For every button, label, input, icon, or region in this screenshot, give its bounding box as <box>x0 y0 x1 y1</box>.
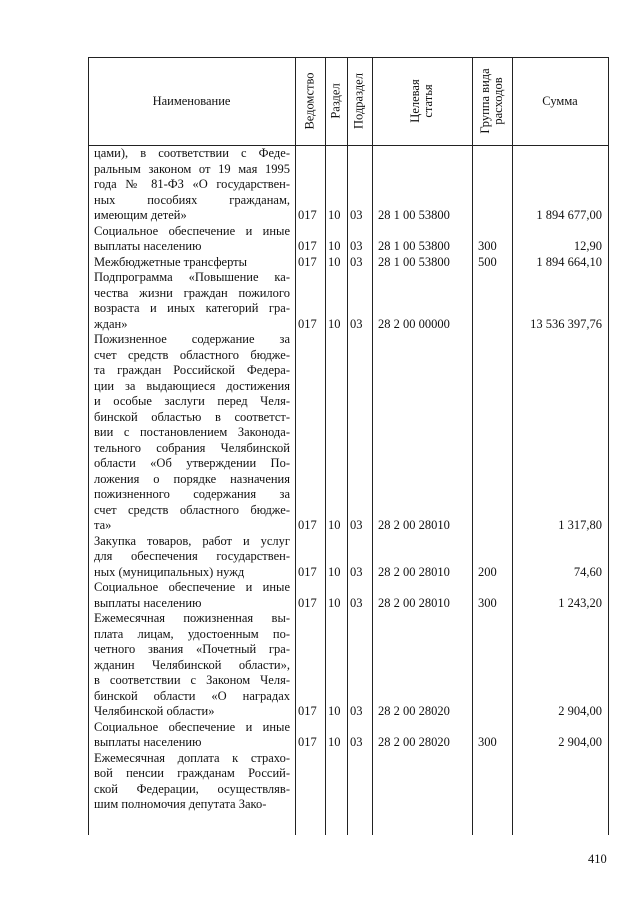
row-name-line: ской Федерации, осуществляв- <box>94 781 290 796</box>
row-summa: 2 904,00 <box>558 735 602 749</box>
row-name-line: ных (муниципальных) нужд <box>94 564 245 579</box>
header-razdel: Раздел <box>328 83 343 119</box>
row-name <box>94 332 290 534</box>
row-name-line: области «Об утверждении По- <box>94 456 290 470</box>
header-celevaya: Целевая статья <box>408 79 435 123</box>
row-ved: 017 <box>298 564 317 579</box>
row-name-line: вой пенсии гражданам Россий- <box>94 766 290 780</box>
row-name-line: ждан» <box>94 316 128 331</box>
row-razdel: 10 <box>328 254 341 269</box>
row-name-line: Челябинской области» <box>94 704 215 718</box>
row-celevaya: 28 2 00 28020 <box>378 735 450 749</box>
page-number: 410 <box>588 852 607 866</box>
row-gruppa: 200 <box>478 564 497 579</box>
row-ved: 017 <box>298 239 317 253</box>
row-name-line: Межбюджетные трансферты <box>94 254 248 269</box>
row-name-line: Социальное обеспечение и иные <box>94 223 290 238</box>
header-ved: Ведомство <box>302 72 317 130</box>
row-razdel: 10 <box>328 704 341 718</box>
row-summa: 2 904,00 <box>558 704 602 718</box>
row-gruppa: 300 <box>478 735 497 749</box>
row-name <box>94 255 290 271</box>
row-name-line: счет средств областного бюдже- <box>94 502 290 517</box>
row-razdel: 10 <box>328 316 341 331</box>
row-name-line: для обеспечения государствен- <box>94 549 290 563</box>
row-summa: 1 894 677,00 <box>536 208 602 222</box>
row-name-line: жданин Челябинской области», <box>94 657 290 672</box>
row-celevaya: 28 2 00 28010 <box>378 564 450 579</box>
row-podrazdel: 03 <box>350 208 363 222</box>
row-name-line: Пожизненное содержание за <box>94 332 290 346</box>
row-name-line: в соответствии с Законом Челя- <box>94 673 290 687</box>
row-name-line: бинской области «О наградах <box>94 688 290 703</box>
row-razdel: 10 <box>328 564 341 579</box>
row-celevaya: 28 2 00 28010 <box>378 595 450 610</box>
row-name-line: четного звания «Почетный гра- <box>94 642 290 656</box>
row-summa: 1 317,80 <box>558 518 602 532</box>
row-podrazdel: 03 <box>350 704 363 718</box>
row-ved: 017 <box>298 595 317 610</box>
row-razdel: 10 <box>328 239 341 253</box>
row-celevaya: 28 1 00 53800 <box>378 254 450 269</box>
row-celevaya: 28 2 00 28020 <box>378 704 450 718</box>
row-name-line: та» <box>94 518 112 532</box>
row-name-line: возраста и иных категорий гра- <box>94 301 290 315</box>
row-name-line: имеющим детей» <box>94 208 187 222</box>
row-summa: 13 536 397,76 <box>530 316 602 331</box>
row-summa: 12,90 <box>573 239 602 253</box>
row-name-line: Подпрограмма «Повышение ка- <box>94 270 290 284</box>
row-name-line: ральным законом от 19 мая 1995 <box>94 161 290 176</box>
row-razdel: 10 <box>328 208 341 222</box>
row-razdel: 10 <box>328 595 341 610</box>
row-name-line: бинской областью в соответст- <box>94 409 290 424</box>
row-podrazdel: 03 <box>350 254 363 269</box>
row-name-line: ных пособиях гражданам, <box>94 192 290 207</box>
row-podrazdel: 03 <box>350 595 363 610</box>
row-ved: 017 <box>298 735 317 749</box>
row-name-line: шим полномочия депутата Зако- <box>94 797 267 811</box>
row-name-line: Социальное обеспечение и иные <box>94 580 290 594</box>
row-name-line: года № 81-ФЗ «О государствен- <box>94 177 290 191</box>
row-ved: 017 <box>298 518 317 532</box>
row-name <box>94 534 290 581</box>
row-name-line: Социальное обеспечение и иные <box>94 719 290 734</box>
row-ved: 017 <box>298 208 317 222</box>
row-summa: 74,60 <box>573 564 602 579</box>
row-celevaya: 28 1 00 53800 <box>378 208 450 222</box>
row-celevaya: 28 2 00 00000 <box>378 316 450 331</box>
row-podrazdel: 03 <box>350 735 363 749</box>
row-ved: 017 <box>298 704 317 718</box>
row-name-line: Закупка товаров, работ и услуг <box>94 533 290 548</box>
row-name <box>94 146 290 224</box>
row-name <box>94 270 290 332</box>
row-name-line: та граждан Российской Федера- <box>94 363 290 377</box>
row-gruppa: 300 <box>478 239 497 253</box>
row-name-line: выплаты населению <box>94 239 202 253</box>
row-name-line: чества жизни граждан пожилого <box>94 285 290 300</box>
row-name-line: цами), в соответствии с Феде- <box>94 146 290 160</box>
row-name-line: Ежемесячная пожизненная вы- <box>94 611 290 625</box>
row-name-line: ции за выдающиеся достижения <box>94 378 290 393</box>
row-celevaya: 28 1 00 53800 <box>378 239 450 253</box>
header-name: Наименование <box>152 94 231 108</box>
row-ved: 017 <box>298 254 317 269</box>
row-name <box>94 751 290 813</box>
header-summa: Сумма <box>542 94 578 108</box>
row-gruppa: 300 <box>478 595 497 610</box>
row-name-line: Ежемесячная доплата к страхо- <box>94 750 290 765</box>
row-razdel: 10 <box>328 735 341 749</box>
row-podrazdel: 03 <box>350 564 363 579</box>
row-razdel: 10 <box>328 518 341 532</box>
row-podrazdel: 03 <box>350 239 363 253</box>
row-name-line: выплаты населению <box>94 595 202 610</box>
row-podrazdel: 03 <box>350 316 363 331</box>
row-name-line: тельного собрания Челябинской <box>94 440 290 455</box>
row-name-line: вии с постановлением Законода- <box>94 425 290 439</box>
row-name <box>94 611 290 720</box>
row-name-line: плата лицам, удостоенным по- <box>94 626 290 641</box>
row-name-line: и особые заслуги перед Челя- <box>94 394 290 408</box>
row-summa: 1 894 664,10 <box>536 254 602 269</box>
row-gruppa: 500 <box>478 254 497 269</box>
row-name-line: выплаты населению <box>94 735 202 749</box>
row-name <box>94 224 290 255</box>
header-podrazdel: Подраздел <box>351 73 366 129</box>
row-name-line: ложения о порядке назначения <box>94 471 290 486</box>
row-name-line: счет средств областного бюдже- <box>94 347 290 362</box>
row-celevaya: 28 2 00 28010 <box>378 518 450 532</box>
row-ved: 017 <box>298 316 317 331</box>
row-name <box>94 580 290 611</box>
row-summa: 1 243,20 <box>558 595 602 610</box>
row-name <box>94 720 290 751</box>
header-gruppa: Группа вида расходов <box>478 68 505 134</box>
row-podrazdel: 03 <box>350 518 363 532</box>
row-name-line: пожизненного содержания за <box>94 487 290 501</box>
